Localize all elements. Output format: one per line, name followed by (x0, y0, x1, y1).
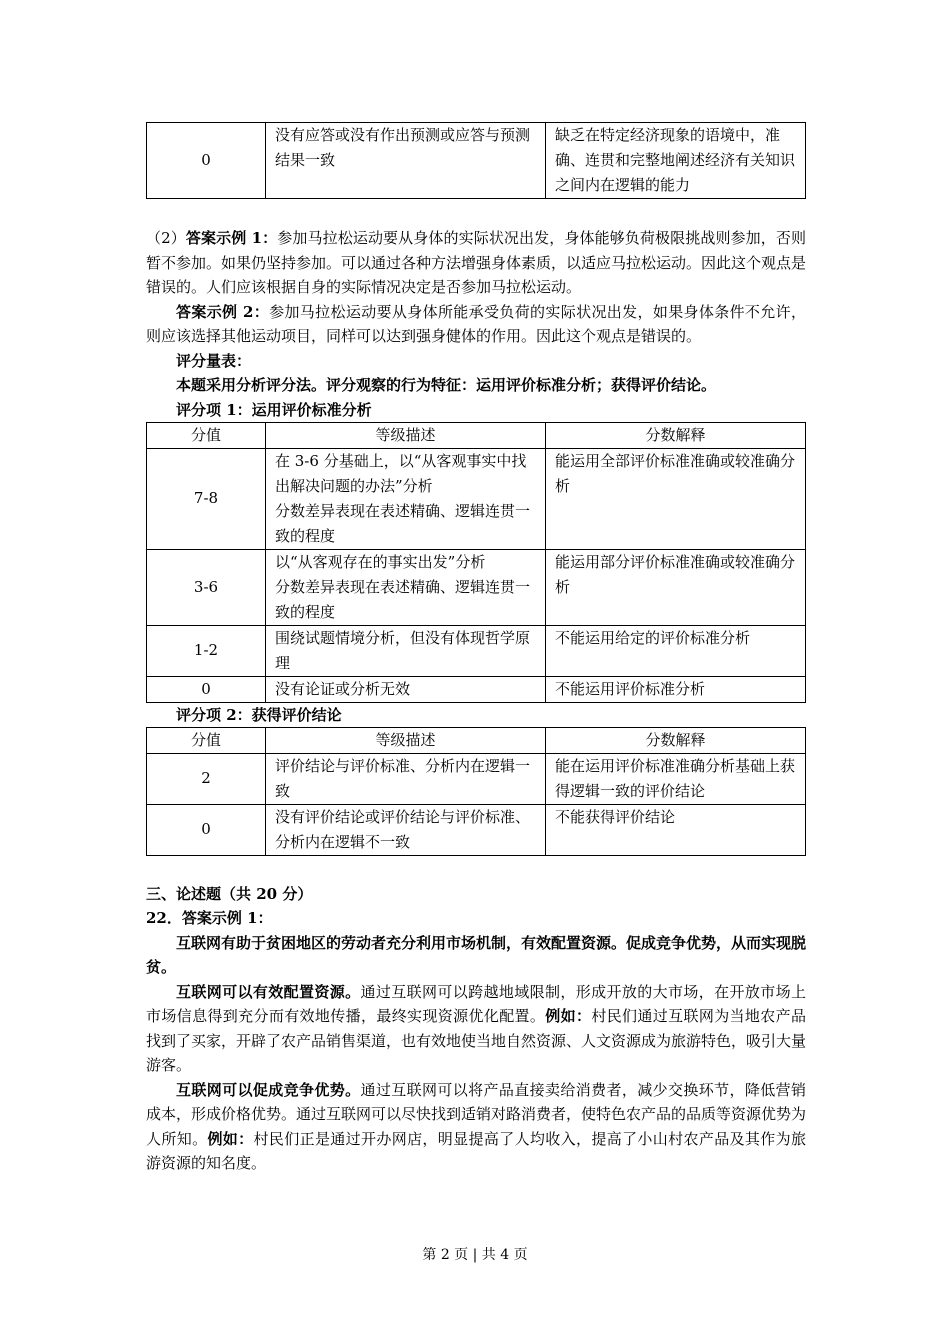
score-cell: 0 (147, 676, 266, 702)
table-row (147, 549, 806, 625)
score-cell: 0 (147, 123, 266, 199)
desc-cell: 没有论证或分析无效 (266, 676, 546, 702)
q22-paragraph-2: 互联网可以促成竞争优势。通过互联网可以将产品直接卖给消费者，减少交换环节，降低营销成本，形成价格优势。通过互联网可以尽快找到适销对路消费者，使特色农产品的品质等资源优势为人所知。例如：村民们正是通过开办网店，明显提高了人均收入，提高了小山村农产品及其作为旅游资源的知名度。 (146, 1080, 807, 1172)
table-header-row (147, 727, 806, 753)
table-row (147, 804, 806, 855)
explain-cell: 不能获得评价结论 (546, 804, 806, 855)
scoring-method: 本题采用分析评分法。评分观察的行为特征：运用评价标准分析；获得评价结论。 (176, 376, 717, 394)
desc-cell: 没有评价结论或评价结论与评价标准、分析内在逻辑不一致 (266, 804, 546, 855)
score-cell: 3-6 (147, 549, 266, 625)
header-desc: 等级描述 (266, 422, 546, 448)
table-row (147, 625, 806, 676)
scoring-table-item2 (146, 727, 806, 856)
desc-cell: 在 3-6 分基础上，以“从客观事实中找出解决问题的办法”分析 分数差异表现在表述精确、逻辑连贯一致的程度 (266, 448, 546, 549)
page-content (146, 122, 806, 1176)
q22-thesis: 互联网有助于贫困地区的劳动者充分利用市场机制，有效配置资源。促成竞争优势，从而实现脱贫。 (146, 933, 807, 976)
q2-example-1: （2）答案示例 1：参加马拉松运动要从身体的实际状况出发，身体能够负荷极限挑战则参加，否则暂不参加。如果仍坚持参加。可以通过各种方法增强身体素质，以适应马拉松运动。因此这个观点是错误的。人们应该根据自身的实际情况决定是否参加马拉松运动。 (146, 229, 807, 296)
desc-cell: 围绕试题情境分析，但没有体现哲学原理 (266, 625, 546, 676)
section3-heading: 三、论述题（共 20 分） (146, 884, 313, 903)
score-cell: 0 (147, 804, 266, 855)
q22-paragraph-1: 互联网可以有效配置资源。通过互联网可以跨越地域限制，形成开放的大市场，在开放市场上市场信息得到充分而有效地传播，最终实现资源优化配置。例如：村民们通过互联网为当地农产品找到了买家，开辟了农产品销售渠道，也有效地使当地自然资源、人文资源成为旅游特色，吸引大量游客。 (146, 982, 807, 1074)
score-cell: 2 (147, 753, 266, 804)
desc-cell: 评价结论与评价标准、分析内在逻辑一致 (266, 753, 546, 804)
scoring-table-continued (146, 122, 806, 199)
explain-cell: 缺乏在特定经济现象的语境中，准确、连贯和完整地阐述经济有关知识之间内在逻辑的能力 (546, 123, 806, 199)
item2-caption: 评分项 2：获得评价结论 (176, 705, 342, 724)
q22-label: 22．答案示例 1： (146, 909, 273, 927)
table-header-row (147, 422, 806, 448)
table-row (147, 676, 806, 702)
explain-cell: 不能运用评价标准分析 (546, 676, 806, 702)
header-desc: 等级描述 (266, 727, 546, 753)
table-row (147, 123, 806, 199)
desc-cell: 没有应答或没有作出预测或应答与预测结果一致 (266, 123, 546, 199)
score-cell: 1-2 (147, 625, 266, 676)
header-score: 分值 (147, 422, 266, 448)
scoring-table-item1 (146, 422, 806, 703)
explain-cell: 能运用部分评价标准准确或较准确分析 (546, 549, 806, 625)
score-cell: 7-8 (147, 448, 266, 549)
header-explain: 分数解释 (546, 422, 806, 448)
desc-cell: 以“从客观存在的事实出发”分析 分数差异表现在表述精确、逻辑连贯一致的程度 (266, 549, 546, 625)
explain-cell: 能运用全部评价标准准确或较准确分析 (546, 448, 806, 549)
header-score: 分值 (147, 727, 266, 753)
table-row (147, 753, 806, 804)
page-footer: 第 2 页 | 共 4 页 (422, 1247, 528, 1263)
table-row (147, 448, 806, 549)
item1-caption: 评分项 1：运用评价标准分析 (176, 400, 372, 419)
header-explain: 分数解释 (546, 727, 806, 753)
explain-cell: 不能运用给定的评价标准分析 (546, 625, 806, 676)
scale-title: 评分量表： (176, 351, 252, 370)
explain-cell: 能在运用评价标准准确分析基础上获得逻辑一致的评价结论 (546, 753, 806, 804)
q2-example-2: 答案示例 2：参加马拉松运动要从身体所能承受负荷的实际状况出发，如果身体条件不允许，则应该选择其他运动项目，同样可以达到强身健体的作用。因此这个观点是错误的。 (146, 302, 806, 345)
